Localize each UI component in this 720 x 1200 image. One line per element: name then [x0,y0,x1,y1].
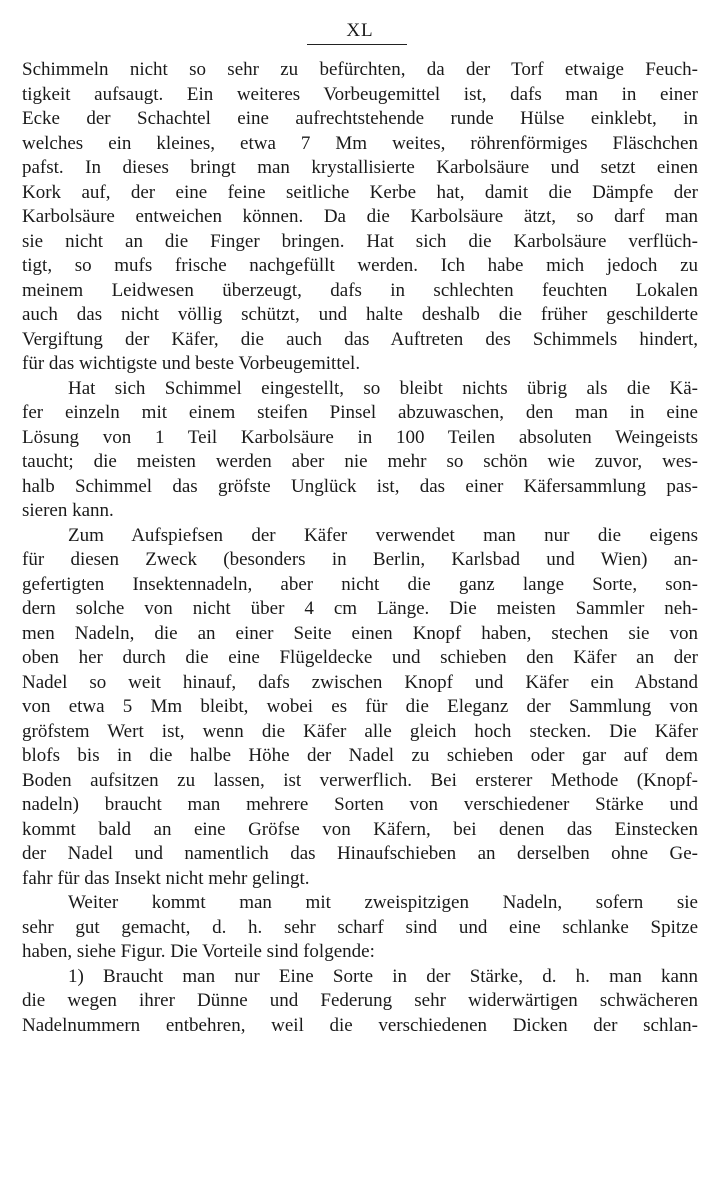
text-line: tigt, so mufs frische nachgefüllt werden. Ich habe mich jedoch zu [22,255,698,276]
text-line: gefertigten Insektennadeln, aber nicht die ganz lange Sorte, son- [22,573,698,595]
text-line: Nadelnummern entbehren, weil die verschiedenen Dicken der schlan- [22,1014,698,1036]
text-line: meinem Leidwesen überzeugt, dafs in schlechten feuchten Lokalen [22,279,698,301]
text-line: Lösung von 1 Teil Karbolsäure in 100 Teilen absoluten Weingeists [22,426,698,448]
text-line: blofs bis in die halbe Höhe der Nadel zu schieben oder gar auf dem [22,745,698,766]
text-line: der Nadel und namentlich das Hinaufschieben an derselben ohne Ge- [22,843,698,864]
text-line: fer einzeln mit einem steifen Pinsel abzuwaschen, den man in eine [22,402,698,423]
text-line: Ecke der Schachtel eine aufrechtstehende runde Hülse einklebt, in [22,108,698,129]
text-line: nadeln) braucht man mehrere Sorten von verschiedener Stärke und [22,794,698,815]
text-line: für das wichtigste und beste Vorbeugemittel. [22,353,361,374]
text-line: taucht; die meisten werden aber nie mehr so schön wie zuvor, wes- [22,451,698,472]
text-line: oben her durch die eine Flügeldecke und schieben den Käfer an der [22,647,698,668]
text-line: welches ein kleines, etwa 7 Mm weites, röhrenförmiges Fläschchen [22,132,698,154]
text-line: von etwa 5 Mm bleibt, wobei es für die Eleganz der Sammlung von [22,696,698,717]
text-line: Karbolsäure entweichen können. Da die Karbolsäure ätzt, so darf man [22,206,698,227]
text-line: auch das nicht völlig schützt, und halte deshalb die früher geschilderte [22,304,698,325]
header-rule [307,44,407,45]
text-line: Nadel so weit hinauf, dafs zwischen Knopf und Käfer ein Abstand [22,671,698,693]
text-line: Zum Aufspiefsen der Käfer verwendet man nur die eigens [68,524,698,546]
text-line: gröfstem Wert ist, wenn die Käfer alle gleich hoch stecken. Die Käfer [22,720,698,742]
text-line: Hat sich Schimmel eingestellt, so bleibt nichts übrig als die Kä- [68,377,698,399]
text-line: Schimmeln nicht so sehr zu befürchten, da der Torf etwaige Feuch- [22,59,698,80]
text-line: die wegen ihrer Dünne und Federung sehr widerwärtigen schwächeren [22,990,698,1011]
text-line: kommt bald an eine Gröfse von Käfern, bei denen das Einstecken [22,818,698,840]
text-line: Weiter kommt man mit zweispitzigen Nadeln, sofern sie [68,892,698,913]
page-number: XL [346,20,374,41]
text-line: sehr gut gemacht, d. h. sehr scharf sind und eine schlanke Spitze [22,916,698,938]
text-line: 1) Braucht man nur Eine Sorte in der Stärke, d. h. man kann [68,965,698,987]
text-line: fahr für das Insekt nicht mehr gelingt. [22,867,310,889]
text-line: sie nicht an die Finger bringen. Hat sich die Karbolsäure verflüch- [22,230,698,252]
text-line: sieren kann. [22,500,114,521]
text-line: haben, siehe Figur. Die Vorteile sind folgende: [22,941,375,962]
text-line: Vergiftung der Käfer, die auch das Auftreten des Schimmels hindert, [22,328,698,350]
text-line: für diesen Zweck (besonders in Berlin, Karlsbad und Wien) an- [22,549,698,570]
text-line: pafst. In dieses bringt man krystallisierte Karbolsäure und setzt einen [22,157,698,178]
text-line: tigkeit aufsaugt. Ein weiteres Vorbeugemittel ist, dafs man in einer [22,83,698,105]
text-line: halb Schimmel das gröfste Unglück ist, das einer Käfersammlung pas- [22,475,698,497]
text-line: men Nadeln, die an einer Seite einen Knopf haben, stechen sie von [22,622,698,644]
body-text [22,58,698,1038]
text-line: Boden aufsitzen zu lassen, ist verwerflich. Bei ersterer Methode (Knopf- [22,769,698,791]
text-line: dern solche von nicht über 4 cm Länge. Die meisten Sammler neh- [22,598,698,619]
text-line: Kork auf, der eine feine seitliche Kerbe hat, damit die Dämpfe der [22,181,698,203]
